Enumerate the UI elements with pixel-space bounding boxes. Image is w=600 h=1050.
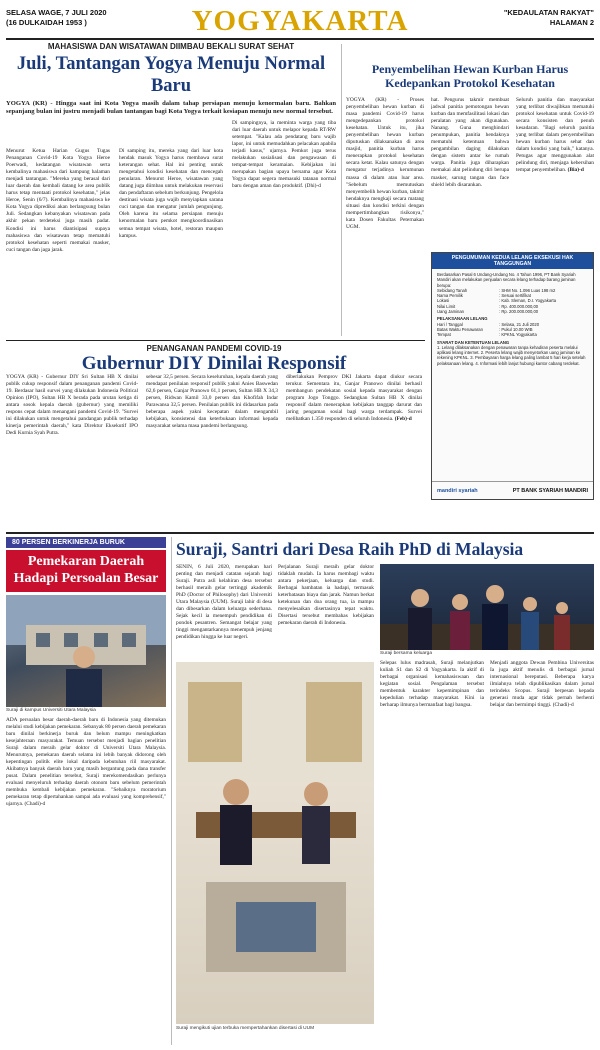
story3-col3: [286, 374, 422, 528]
story3-col3-text: diberlakukan Pemprov DKI Jakarta dapat diukur secara terukur. Sementara itu, Ganjar Pranowo dinilai berhasil membangun pendekatan sosial kepada masyarakat dengan program Jogo Tonggo. Sedangkan Sultan HB X dinilai responsif dalam menerapkan kebijakan tanggap darurat dan jaring pengaman sosial bagi warga terdampak. Survei melibatkan 1.350 responden di seluruh Indonesia.: [286, 374, 422, 423]
ad-schedule-row: [437, 332, 588, 337]
story2-col2: hat. Pengurus takmir membuat jadwal panitia pemotongan hewan kurban dan memfasilitasi lokasi dan peralatan yang akan digunakan. Nanang. Guna menghindari penumpukan, panitia hendaknya mematuhi ketentuan bahwa pengambilan daging dilakukan dengan sistem antar ke rumah warga. Panitia juga diharapkan memakai alat pelindung diri berupa masker, sarung tangan dan face shield lebih disarankan.: [431, 97, 509, 188]
bottom-section-rule: [6, 532, 594, 534]
story4-kicker: 80 PERSEN BERKINERJA BURUK: [6, 537, 166, 548]
ad-rows: [437, 288, 588, 314]
masthead-rule: [6, 38, 594, 40]
story1-col3: Di sampingnya, ia meminta warga yang tiba dari luar daerah untuk melapor kepada RT/RW setempat. "Kalau ada pendatang baru wajib lapor, ini untuk memudahkan pelacakan apabila terjadi kasus," ujarnya. Pemkot juga terus melakukan sosialisasi dan pengawasan di tempat-tempat keramaian. Kebijakan ini merupakan bagian upaya bersama agar Kota Yogya dapat segera memasuki tatanan normal baru dengan aman dan produktif. (Dhi)-d: [232, 120, 336, 190]
ad-detail-value: : Rp. 400.000.000,00: [499, 303, 539, 309]
exam-photo-illustration: [176, 662, 374, 1024]
ad-terms-title: SYARAT DAN KETENTUAN LELANG: [437, 339, 510, 345]
bank-logo-text: mandiri syariah: [437, 487, 478, 494]
ad-detail-value: : Kab. Sleman, D.I. Yogyakarta: [499, 298, 557, 304]
story1-kicker: MAHASISWA DAN WISATAWAN DIIMBAU BEKALI SURAT SEHAT: [47, 42, 295, 51]
story5-col2: Perjalanan Suraji meraih gelar doktor tidaklah mudah. Ia harus membagi waktu antara pekerjaan, keluarga dan studi. Berbagai hambatan ia hadapi, termasuk keterbatasan biaya dan jarak. Namun berkat ketekunan dan doa orang tua, ia mampu menyelesaikan disertasinya tepat waktu. Disertasi tersebut membahas kebijakan pemekaran daerah di Indonesia.: [278, 564, 374, 627]
story2-col1: YOGYA (KR) - Proses penyembelihan hewan kurban di masa pandemi Covid-19 harus mengedepankan protokol kesehatan. Untuk itu, jika penyembelihan hewan kurban diputuskan dilaksanakan di area masjid, panitia kurban harus menerapkan protokol kesehatan secara ketat. Kalau satunya dengan mengatur terjadinya kerumunan massa di dalam atau luar area. "Sebelum memutuskan menyembelih hewan kurban, takmir hendaknya mengkaji secara matang situasi dan kondisi terkini dengan mempertimbangkan risikonya," kata Dosen Fakultas Peternakan UGM.: [346, 97, 424, 230]
ad-section-rows: [437, 322, 588, 338]
story3-col2: sebesar 32,5 persen. Secara keseluruhan, kepala daerah yang mendapat penilaian responsif publik yakni Anies Baswedan 62,6 persen, Ganjar Pranowo 61,1 persen, Sultan HB X 34,3 persen, Ridwan Kamil 33,0 persen dan Khofifah Indar Parawansa 32,5 persen. Penilaian publik ini didasarkan pada beberapa aspek yakni kecepatan dalam mengambil kebijakan, konsistensi dan keterbukaan informasi kepada masyarakat selama masa pandemi berlangsung.: [146, 374, 278, 430]
story3-end: (Feb)-d: [394, 416, 412, 423]
newspaper-section-title: YOGYAKARTA: [191, 5, 409, 37]
story2-end: (Bia)-d: [567, 167, 584, 174]
ad-intro: Berdasarkan Pasal 6 Undang-Undang No. 4 Tahun 1996, PT Bank Syariah Mandiri akan melakukan penjualan secara lelang terhadap barang jaminan berupa:: [437, 272, 576, 288]
ad-detail-label: Nilai Limit: [437, 303, 456, 309]
ad-detail-label: Nama Pemilik: [437, 293, 463, 299]
story4-headline: Pemekaran Daerah Hadapi Persoalan Besar: [6, 550, 166, 592]
ad-footer: [432, 481, 593, 499]
family-photo-illustration: [380, 564, 594, 650]
story4-body: ADA persoalan besar daerah-daerah baru di Indonesia yang ditemukan melalui studi kebijakan pemekaran. Sebanyak 80 persen daerah pemekaran baru dinilai berkinerja buruk dan belum mampu meningkatkan kesejahteraan masyarakat. Temuan tersebut menjadi bagian penelitian Suraji dalam meraih gelar doktor di Universiti Utara Malaysia. Menurutnya, pemekaran daerah selama ini lebih banyak didorong oleh kepentingan politik elite lokal daripada kebutuhan riil masyarakat. Akibatnya banyak daerah baru yang masih bergantung pada dana transfer pusat. Dalam penelitian tersebut, Suraji merekomendasikan perlunya evaluasi menyeluruh terhadap daerah otonom baru sebelum pemerintah membuka kembali kebijakan pemekaran. "Sebaiknya moratorium pemekaran tetap dipertahankan sampai ada evaluasi yang komprehensif," ujarnya. (Chadi)-d: [6, 717, 166, 807]
story1-col2: Di samping itu, mereka yang dari luar kota hendak masuk Yogya harus membawa surat keterangan sehat. Hal ini penting untuk mengetahui kondisi kesehatan dan mencegah penularan. Menurut Heroe, wisatawan yang datang juga diimbau untuk melakukan reservasi dan pendaftaran sebelum berkunjung. Pengelola destinasi wisata juga wajib menyiapkan sarana cuci tangan dan mengatur jumlah pengunjung. Oleh karena itu selama persiapan menuju kenormalan baru pemkot mengkoordinasikan semua tempat wisata, hotel, restoran maupun kampus.: [119, 148, 223, 239]
photo-suraji-exam: [176, 662, 374, 1024]
ad-schedule-label: Batas Waktu Penawaran: [437, 326, 483, 332]
story-gubernur: [6, 344, 422, 375]
story5-col1: SENIN, 6 Juli 2020, merupakan hari penting dan menjadi catatan sejarah bagi Suraji. Putra asli kelahiran desa tersebut berhasil meraih gelar tertinggi akademik PhD (Doctor of Philosophy) dari Universiti Utara Malaysia (UUM). Suraji lahir di desa dan dibesarkan dalam keluarga sederhana. Sejak kecil ia menempuh pendidikan di pondok pesantren. Semangat belajar yang tinggi mengantarkannya menempuh jenjang pendidikan hingga ke luar negeri.: [176, 564, 272, 641]
masthead-page: [504, 8, 594, 28]
story3-headline: Gubernur DIY Dinilai Responsif: [81, 353, 347, 374]
ad-detail-value: : SHM No. 1.096 Luas 198 m2: [499, 287, 556, 293]
column-divider: [341, 44, 342, 336]
story1-col1: Menurut Ketua Harian Gugus Tugas Penanganan Covid-19 Kota Yogya Heroe Poerwadi, kedatangan wisatawan serta kembalinya mahasiswa dari kampung halaman menjadi tantangan. "Mereka yang berasal dari luar daerah dan kembali datang ke area publik harus tetap mentaati protokol kesehatan," jelas Heroe, Senin (6/7). Kembalinya mahasiswa ke Kota Yogya diprediksi akan berlangsung bulan Juli. Sedangkan kebanyakan wisatawan pada akhir pekan terdeteksi juga masih padat. Kondisi ini harus diantisipasi supaya mahasiswa dan wisatawan tetap mematuhi protokol kesehatan seperti memakai masker, cuci tangan dan jaga jarak.: [6, 148, 110, 253]
section-rule: [6, 340, 425, 341]
story5-photo1-caption: Suraji bersama keluarga: [380, 651, 432, 656]
story5-col4: Menjadi anggota Dewan Pembina Universitas Ia juga aktif menulis di berbagai jurnal internasional bereputasi. Beberapa karya ilmiahnya telah dipublikasikan dalam jurnal terindeks Scopus. Suraji berpesan kepada generasi muda agar tidak pernah berhenti belajar dan bermimpi tinggi. (Chadi)-d: [490, 660, 594, 709]
column-divider-bottom: [171, 537, 172, 1045]
story2-col3-text: Seluruh panitia dan masyarakat yang terlibat diwajibkan mematuhi protokol kesehatan untuk Covid-19 secara konsisten dan penuh kesadaran. "Bagi seluruh panitia yang terlibat dalam penyembelihan hewan kurban harus sehat dan dalam kondisi yang baik," katanya. Petugas agar menggunakan alat pelindung diri, menjaga kebersihan tempat penyembelihan.: [516, 97, 594, 174]
story2-col3: [516, 97, 594, 247]
ad-detail-label: Lokasi: [437, 298, 450, 304]
ad-body: [432, 269, 593, 369]
auction-announcement-ad: [431, 252, 594, 500]
story5-photo2-caption: Suraji mengikuti ujian terbuka mempertahankan disertasi di UUM: [176, 1026, 315, 1031]
motto: "KEDAULATAN RAKYAT": [503, 8, 594, 17]
bank-name: PT BANK SYARIAH MANDIRI: [512, 487, 588, 494]
story1-headline: Juli, Tantangan Yogya Menuju Normal Baru: [16, 54, 326, 96]
story3-col1: YOGYA (KR) - Gubernur DIY Sri Sultan HB X dinilai publik cukup responsif dalam penanganan pandemi Covid-19. Berdasar hasil survei yang dilakukan Indonesia Political Opinion (IPO), Sultan HB X berada pada urutan ketiga di antara sosok kepala daerah (gubernur) yang memiliki respons cepat dalam menangani pandemi Covid-19. "Survei ini dilakukan untuk mengetahui pandangan publik terhadap kinerja pemerintah daerah," kata Direktur Eksekutif IPO Dedi Kurnia Syah Putra.: [6, 374, 138, 437]
story-yogya-normal-baru: [6, 42, 336, 116]
story1-lead: YOGYA (KR) - Hingga saat ini Kota Yogya masih dalam tahap persiapan menuju kenormalan baru. Bahkan sepanjang bulan ini justru menjadi bulan tantangan bagi Kota Yogya terkait kesiapan menuju new normal tersebut.: [6, 100, 336, 116]
ad-detail-row: [437, 309, 588, 314]
ad-detail-value: : Rp. 200.000.000,00: [499, 309, 539, 315]
hijri-line: (16 DULKAIDAH 1953 ): [6, 18, 87, 27]
ad-schedule-value: : Pukul 10.00 WIB: [499, 326, 533, 332]
story5-col3: Selepas lulus madrasah, Suraji melanjutkan kuliah S1 dan S2 di Yogyakarta. Ia aktif di berbagai organisasi kemahasiswaan dan kegiatan sosial. Pengalaman tersebut membentuk karakter kepemimpinan dan kepedulian terhadap masyarakat. Kini ia berharap ilmunya bermanfaat bagi bangsa.: [380, 660, 484, 709]
ad-header: PENGUMUMAN KEDUA LELANG EKSEKUSI HAK TANGGUNGAN: [432, 253, 593, 269]
photo-suraji-family: [380, 564, 594, 650]
campus-photo-illustration: [6, 595, 166, 707]
story5-headline: Suraji, Santri dari Desa Raih PhD di Malaysia: [176, 539, 524, 559]
ad-terms: 1. Lelang dilaksanakan dengan penawaran tanpa kehadiran peserta melalui aplikasi lelang internet. 2. Peserta lelang wajib menyetorkan uang jaminan ke rekening KPKNL. 3. Pembayaran harga lelang paling lambat 5 hari kerja setelah pelaksanaan lelang. 4. Informasi lebih lanjut hubungi kantor cabang terdekat.: [437, 344, 586, 366]
story3-kicker: PENANGANAN PANDEMI COVID-19: [146, 344, 282, 353]
story4-photo-caption: Suraji di kampus Universiti Utara Malaysia: [6, 708, 96, 713]
ad-schedule-value: : Selasa, 21 Juli 2020: [499, 321, 540, 327]
ad-section-title: PELAKSANAAN LELANG: [437, 316, 488, 322]
photo-suraji-campus: [6, 595, 166, 707]
ad-schedule-label: Tempat: [437, 332, 451, 338]
ad-detail-value: : Sesuai sertifikat: [499, 293, 531, 299]
date-line: SELASA WAGE, 7 JULI 2020: [6, 8, 107, 17]
masthead: [6, 4, 594, 38]
ad-detail-label: Uang Jaminan: [437, 309, 465, 315]
story2-headline: Penyembelihan Hewan Kurban Harus Kedepankan Protokol Kesehatan: [371, 62, 569, 90]
ad-detail-label: Sebidang Tanah: [437, 287, 468, 293]
ad-schedule-label: Hari / Tanggal: [437, 321, 463, 327]
ad-schedule-value: : KPKNL Yogyakarta: [499, 332, 537, 338]
page-number: HALAMAN 2: [549, 18, 594, 27]
